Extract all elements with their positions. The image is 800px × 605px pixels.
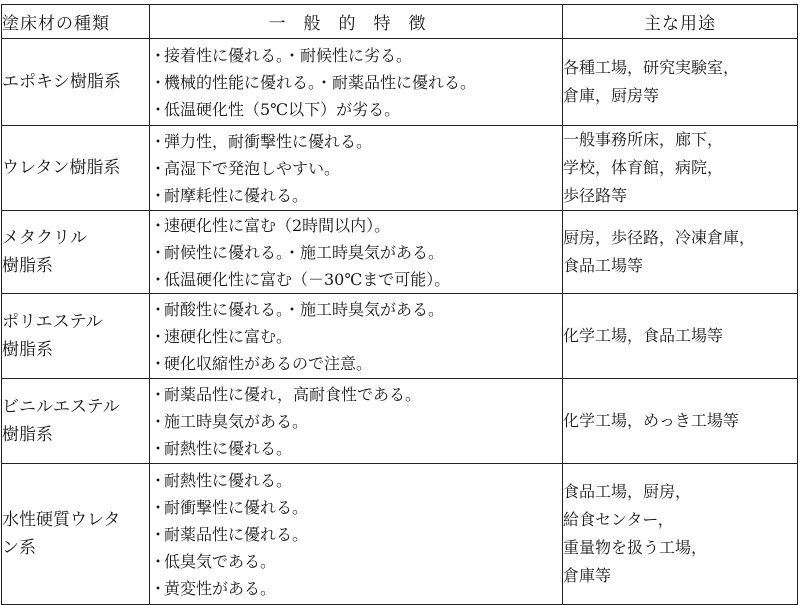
uses-cell: [563, 294, 798, 379]
feature-item: [150, 296, 562, 323]
header-features: [150, 5, 563, 39]
uses-cell: [563, 211, 798, 294]
feature-text: 耐熱性に優れる。: [164, 438, 293, 458]
table-row: [2, 464, 798, 605]
bullet-icon: ・: [150, 158, 167, 178]
header-uses: 主な用途: [563, 5, 798, 39]
features-cell: [150, 464, 563, 605]
feature-item: [150, 408, 562, 435]
feature-text: 機械的性能に優れる。・耐薬品性に優れる。: [164, 72, 477, 92]
bullet-icon: ・: [150, 242, 167, 262]
feature-item: [150, 96, 562, 123]
feature-text: 黄変性がある。: [164, 578, 277, 598]
bullet-icon: ・: [150, 551, 167, 571]
feature-item: [150, 155, 562, 182]
feature-item: [150, 69, 562, 96]
feature-item: [150, 521, 562, 548]
table-row: [2, 379, 798, 464]
header-features-text: 一般的特徴: [268, 14, 444, 34]
use-text: 食品工場等: [563, 256, 644, 275]
bullet-icon: ・: [150, 185, 167, 205]
use-text: 食品工場，厨房，: [563, 482, 692, 501]
feature-item: [150, 467, 562, 494]
feature-item: [150, 381, 562, 408]
coating-type-text: ン系: [2, 538, 36, 558]
table-row: [2, 294, 798, 379]
use-text: 重量物を扱う工場，: [563, 538, 708, 557]
uses-cell: [563, 464, 798, 605]
table-body: [2, 39, 798, 605]
feature-text: 速硬化性に富む。: [164, 326, 293, 346]
coating-type-text: 樹脂系: [2, 340, 53, 360]
feature-text: 低温硬化性に富む（－30℃まで可能）。: [164, 269, 451, 289]
feature-text: 速硬化性に富む（2時間以内）。: [164, 215, 391, 235]
feature-item: [150, 494, 562, 521]
table-row: [2, 39, 798, 126]
bullet-icon: ・: [150, 215, 167, 235]
coating-type-cell: [2, 126, 150, 211]
feature-text: 耐摩耗性に優れる。: [164, 185, 309, 205]
uses-cell: [563, 39, 798, 126]
floor-coating-table: [1, 4, 798, 605]
use-text: 歩径路等: [563, 186, 628, 205]
coating-type-text: メタクリル: [2, 228, 87, 248]
feature-text: 耐酸性に優れる。・施工時臭気がある。: [164, 299, 445, 319]
bullet-icon: ・: [150, 131, 167, 151]
features-cell: [150, 379, 563, 464]
bullet-icon: ・: [150, 269, 167, 289]
coating-type-cell: [2, 379, 150, 464]
uses-cell: [563, 379, 798, 464]
bullet-icon: ・: [150, 384, 167, 404]
feature-text: 弾力性，耐衝撃性に優れる。: [164, 131, 373, 151]
coating-type-cell: [2, 464, 150, 605]
coating-type-cell: [2, 211, 150, 294]
table-row: [2, 126, 798, 211]
features-cell: [150, 126, 563, 211]
use-text: 化学工場，食品工場等: [563, 326, 724, 345]
bullet-icon: ・: [150, 72, 167, 92]
bullet-icon: ・: [150, 411, 167, 431]
feature-text: 高湿下で発泡しやすい。: [164, 158, 341, 178]
feature-item: [150, 182, 562, 209]
bullet-icon: ・: [150, 524, 167, 544]
use-text: 倉庫等: [563, 566, 612, 585]
feature-text: 耐候性に優れる。・施工時臭気がある。: [164, 242, 445, 262]
bullet-icon: ・: [150, 578, 167, 598]
feature-text: 低臭気である。: [164, 551, 277, 571]
coating-type-text: 樹脂系: [2, 256, 53, 276]
header-kind: 塗床材の種類: [2, 5, 150, 39]
use-text: 学校，体育館，病院，: [563, 158, 724, 177]
feature-item: [150, 42, 562, 69]
feature-text: 耐衝撃性に優れる。: [164, 497, 309, 517]
feature-item: [150, 323, 562, 350]
feature-item: [150, 435, 562, 462]
features-cell: [150, 211, 563, 294]
features-cell: [150, 294, 563, 379]
coating-type-cell: [2, 39, 150, 126]
uses-cell: [563, 126, 798, 211]
coating-type-text: 樹脂系: [2, 425, 53, 445]
coating-type-text: ウレタン樹脂系: [2, 158, 121, 178]
coating-type-text: ビニルエステル: [2, 397, 120, 417]
feature-item: [150, 350, 562, 377]
bullet-icon: ・: [150, 438, 167, 458]
header-row: [2, 5, 798, 39]
feature-item: [150, 239, 562, 266]
use-text: 厨房，歩径路，冷凍倉庫，: [563, 228, 756, 247]
use-text: 各種工場，研究実験室，: [563, 58, 740, 77]
use-text: 倉庫，厨房等: [563, 86, 660, 105]
feature-item: [150, 212, 562, 239]
feature-text: 耐薬品性に優れ，高耐食性である。: [164, 384, 421, 404]
feature-item: [150, 575, 562, 602]
coating-type-cell: [2, 294, 150, 379]
bullet-icon: ・: [150, 497, 167, 517]
bullet-icon: ・: [150, 353, 167, 373]
coating-type-text: エポキシ樹脂系: [2, 72, 121, 92]
table-row: [2, 211, 798, 294]
feature-text: 耐薬品性に優れる。: [164, 524, 309, 544]
feature-item: [150, 128, 562, 155]
feature-text: 硬化収縮性があるので注意。: [164, 353, 373, 373]
bullet-icon: ・: [150, 299, 167, 319]
bullet-icon: ・: [150, 470, 167, 490]
features-cell: [150, 39, 563, 126]
coating-type-text: 水性硬質ウレタ: [2, 510, 121, 530]
feature-text: 低温硬化性（5℃以下）が劣る。: [164, 99, 401, 119]
bullet-icon: ・: [150, 326, 167, 346]
feature-item: [150, 548, 562, 575]
feature-text: 施工時臭気がある。: [164, 411, 309, 431]
coating-type-text: ポリエステル: [2, 312, 103, 332]
bullet-icon: ・: [150, 45, 167, 65]
feature-text: 耐熱性に優れる。: [164, 470, 293, 490]
feature-text: 接着性に優れる。・耐候性に劣る。: [164, 45, 413, 65]
use-text: 一般事務所床，廊下，: [563, 130, 724, 149]
feature-item: [150, 266, 562, 293]
use-text: 給食センター，: [563, 510, 674, 529]
use-text: 化学工場，めっき工場等: [563, 411, 739, 430]
bullet-icon: ・: [150, 99, 167, 119]
